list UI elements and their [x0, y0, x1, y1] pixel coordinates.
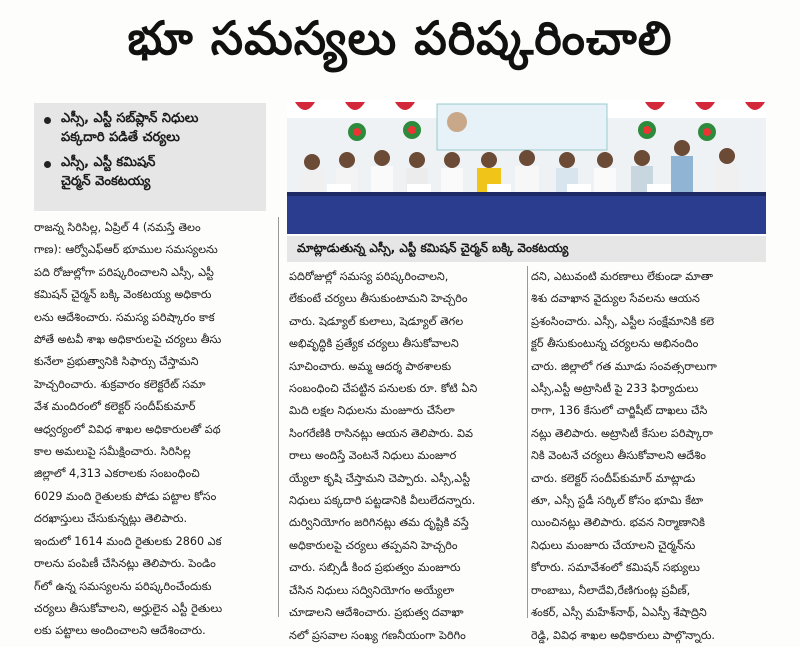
article-line: చారు. కలెక్టర్‌ సందీప్‌కుమార్‌ మాట్లాడు: [531, 471, 696, 485]
article-line: చారు. సబ్సిడీ కింద ప్రభుత్వం మంజూరు: [289, 561, 461, 575]
photo-caption: మాట్లాడుతున్న ఎస్సీ, ఎస్టీ కమిషన్‌ చైర్మన్‌ బక్కి వెంకటయ్య: [287, 236, 766, 262]
article-line: పదిరోజుల్లో సమస్య పరిష్కరించాలని,: [289, 270, 449, 283]
article-line: రెడ్డి, వివిధ శాఖల అధికారులు పాల్గొన్నారు.: [531, 628, 715, 642]
article-line: చారు. షెడ్యూల్‌ కులాలు, షెడ్యూల్‌ తెగల: [289, 314, 464, 328]
article-line: ఇందులో 1614 మంది రైతులకు 2860 ఎక: [34, 534, 222, 548]
meeting-photo-illustration: [287, 100, 766, 234]
highlight-line: ఎస్సీ, ఎస్టీ కమిషన్‌: [61, 155, 156, 170]
article-line: చర్యలు తీసుకోవాలని, అర్హులైన ఎస్టీ రైతులు: [34, 601, 223, 615]
article-line: దరఖాస్తులు చేసుకున్నట్లు తెలిపారు.: [34, 512, 187, 526]
article-line: చేసిన నిధులు సద్వినియోగం అయ్యేలా: [289, 583, 455, 597]
article-line: సింగరేణికి రాసినట్లు ఆయన తెలిపారు. వివ: [289, 426, 473, 440]
article-line: సంబంధించి చేపట్టిన పనులకు రూ. కోటి ఏని: [289, 382, 478, 396]
article-line: నిధులు పక్కదారి పట్టడానికి వీలులేదన్నారు.: [289, 494, 476, 508]
highlight-item: [42, 109, 258, 147]
article-column-2: [289, 266, 523, 647]
article-line: గ్‌లో ఉన్న సమస్యలను పరిష్కరించేందుకు: [34, 579, 212, 593]
article-line: మిది లక్షల నిధులను మంజూరు చేసేలా: [289, 404, 455, 418]
headline: భూ సమస్యలు పరిష్కరించాలి: [127, 11, 673, 65]
article-line: క్టర్‌ తీసుకుంటున్న చర్యలను అభినందిం: [531, 337, 699, 351]
article-line: శంకర్‌, ఎస్సీ మహేశ్‌నాథ్‌, ఏఎస్పీ శేషాద్రిని: [531, 606, 707, 620]
meeting-photo: [287, 100, 766, 234]
article-line: పోతే అటవీ శాఖ అధికారులపై చర్యలు తీసు: [34, 333, 222, 347]
article-line: నలో ప్రసవాల సంఖ్య గణనీయంగా పెరిగిం: [289, 628, 466, 642]
highlight-line: ఎస్సీ, ఎస్టీ సబ్‌ప్లాన్‌ నిధులు: [61, 111, 199, 126]
article-line: శిశు దవాఖాన వైద్యుల సేవలను ఆయన: [531, 292, 700, 306]
article-line: పది రోజుల్లోగా పరిష్కరించాలని ఎస్సీ, ఎస్టీ: [34, 265, 214, 279]
column-divider: [278, 217, 279, 617]
article-line: తూ, ఎస్సీ స్టడీ సర్కిల్‌ కోసం భూమి కేటా: [531, 494, 704, 508]
article-line: దని, ఎటువంటి మరణాలు లేకుండా మాతా: [531, 270, 713, 283]
article-line: కునేలా ప్రభుత్వానికి సిఫార్సు చేస్తామని: [34, 355, 199, 369]
article-line: హెచ్చరించారు. శుక్రవారం కలెక్టరేట్‌ సమా: [34, 377, 206, 391]
article-line: నట్లు తెలిపారు. అట్రాసిటీ కేసుల పరిష్కారా: [531, 426, 713, 440]
article-line: ప్రశంసించారు. ఎస్సీ, ఎస్టీల సంక్షేమానికి కలె: [531, 314, 714, 328]
article-line: గాణ): ఆర్వోఎఫ్‌ఆర్‌ భూముల సమస్యలను: [34, 243, 218, 257]
article-line: ఎస్సీ,ఎస్టీ అట్రాసిటీ పై 233 ఫిర్యాదులు: [531, 382, 699, 396]
article-line: ఆధ్వర్యంలో వివిధ శాఖల అధికారులతో పథ: [34, 422, 221, 436]
article-line: లకు పట్టాలు అందించాలని ఆదేశించారు.: [34, 624, 206, 638]
article-line: నిధులు మంజూరు చేయాలని చైర్మన్‌ను: [531, 538, 696, 552]
article-line: నికి వెంటనే చర్యలు తీసుకోవాలని ఆదేశిం: [531, 449, 706, 463]
article-line: రాంబాబు, నీలాదేవి,రేణిగుంట్ల ప్రవీణ్‌,: [531, 583, 691, 597]
highlight-line: చైర్మన్‌ వెంకటయ్య: [61, 174, 151, 189]
article-line: యించినట్లు తెలిపారు. భవన నిర్మాణానికి: [531, 516, 705, 530]
bullet-icon: [44, 161, 51, 168]
article-line: కాల అమలుపై సమీక్షించారు. సిరిసిల్ల: [34, 445, 191, 459]
article-line: అధికారులపై చర్యలు తప్పవని హెచ్చరిం: [289, 538, 458, 552]
article-line: లేకుంటే చర్యలు తీసుకుంటామని హెచ్చరిం: [289, 292, 468, 306]
article-line: 6029 మంది రైతులకు పోడు పట్టాల కోసం: [34, 489, 217, 503]
article-line: రాగా, 136 కేసులో చార్జిషీట్‌ దాఖలు చేసి: [531, 404, 708, 418]
column-divider: [527, 266, 528, 618]
article-line: దుర్వినియోగం జరిగినట్లు తమ దృష్టికి వస్తే: [289, 516, 469, 530]
article-column-1: [34, 217, 266, 643]
article-line: లను ఆదేశించారు. సమస్య పరిష్కారం కాక: [34, 310, 215, 324]
article-line: అభివృద్ధికి ప్రత్యేక చర్యలు తీసుకోవాలని: [289, 337, 459, 351]
article-line: సూచించారు. అమ్మ ఆదర్శ పాఠశాలకు: [289, 359, 452, 373]
bullet-icon: [44, 117, 51, 124]
article-line: కమిషన్‌ చైర్మన్‌ బక్కి వెంకటయ్య అధికారు: [34, 288, 212, 302]
article-line: జిల్లాలో 4,313 ఎకరాలకు సంబంధించి: [34, 467, 200, 481]
article-line: య్యేలా కృషి చేస్తామని చెప్పారు. ఎస్సీ,ఎస్టీ: [289, 471, 471, 485]
article-line: చూడాలని ఆదేశించారు. ప్రభుత్వ దవాఖా: [289, 606, 464, 620]
article-line: రాలను పంపిణీ చేసినట్లు తెలిపారు. పెండిం: [34, 557, 216, 571]
article-line: కోరారు. సమావేశంలో కమిషన్‌ సభ్యులు: [531, 561, 700, 575]
article-line: చారు. జిల్లాలో గత మూడు సంవత్సరాలుగా: [531, 359, 717, 373]
article-line: రాజన్న సిరిసిల్ల, ఏప్రిల్‌ 4 (నమస్తే తెలం: [34, 221, 201, 234]
highlight-line: పక్కదారి పడితే చర్యలు: [61, 130, 180, 145]
highlights-box: [34, 103, 266, 211]
article-line: రాలు అందిస్తే వెంటనే నిధులు మంజూర: [289, 449, 457, 463]
article-column-3: [531, 266, 767, 647]
article-line: వేశ మందిరంలో కలెక్టర్‌ సందీప్‌కుమార్‌: [34, 400, 196, 414]
highlight-item: [42, 153, 258, 191]
